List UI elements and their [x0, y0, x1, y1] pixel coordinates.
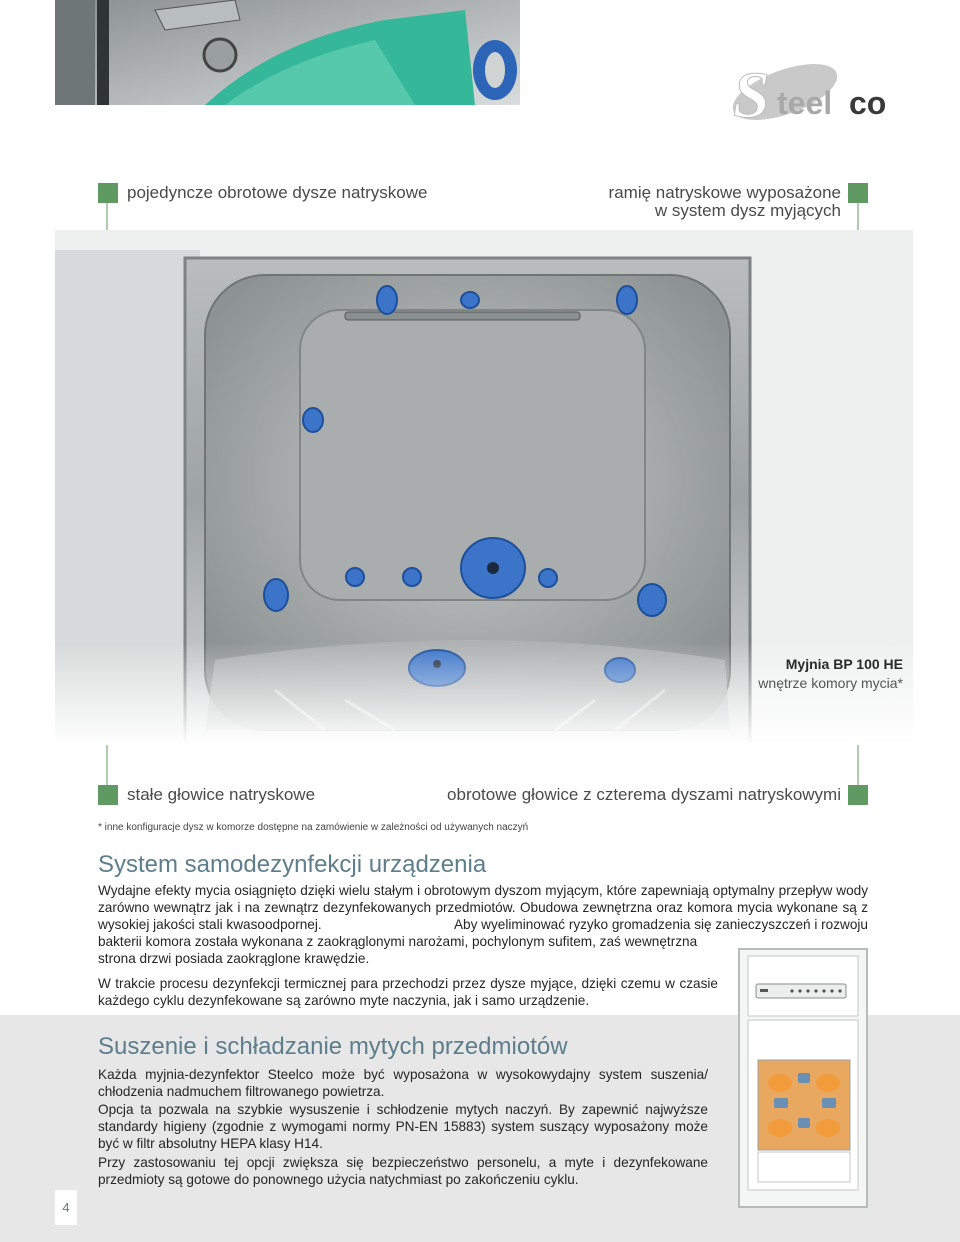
section1-paragraph-2	[98, 917, 868, 934]
section-title-self-disinfection: System samodezynfekcji urządzenia	[98, 851, 487, 878]
section2-paragraph-3: Przy zastosowaniu tej opcji zwiększa się bezpieczeństwo personelu, a myte i dezynfekowane przedmioty są gotowe do ponownego użycia natychmiast po zakończeniu cyklu.	[98, 1155, 708, 1187]
callout-four-nozzle-heads: obrotowe głowice z czterema dyszami natryskowymi	[447, 785, 841, 804]
photo-caption-subtitle: wnętrze komory mycia*	[758, 675, 903, 691]
section1-paragraph-1: Wydajne efekty mycia osiągnięto dzięki wielu stałym i obrotowym dyszom myjącym, które zapewniają optymalny przepływ wody zarówno wewnątrz jak i na zewnątrz dezynfekowanych przedmiotów. Obudowa zewnętrzna oraz komora mycia wykonane są z wysokiej jakości stali kwasoodpornej.	[98, 883, 868, 932]
wash-chamber-photo	[55, 230, 913, 745]
svg-text:co: co	[849, 85, 887, 121]
callout-fixed-heads: stałe głowice natryskowe	[127, 785, 316, 804]
callout-rotary-nozzles: pojedyncze obrotowe dysze natryskowe	[127, 183, 428, 202]
callout-marker-icon	[848, 785, 868, 805]
callout-spray-arm-line1: ramię natryskowe wyposażone	[608, 183, 841, 202]
section1-p2-line3: strona drzwi posiada zaokrąglone krawędzie.	[98, 951, 370, 966]
section1-p2-line2: bakterii komora została wykonana z zaokrąglonymi narożami, pochylonym sufitem, zaś wewnętrzna	[98, 934, 698, 949]
section1-paragraph-3: W trakcie procesu dezynfekcji termicznej para przechodzi przez dysze myjące, dzięki czemu w czasie każdego cyklu dezynfekowane są zarówno myte naczynia, jak i samo urządzenie.	[98, 976, 718, 1008]
svg-text:S: S	[733, 62, 770, 132]
wash-chamber-illustration	[55, 230, 913, 745]
footnote: * inne konfiguracje dysz w komorze dostępne na zamówienie w zależności od używanych naczyń	[98, 822, 529, 833]
section-title-drying-cooling: Suszenie i schładzanie mytych przedmiotów	[98, 1033, 568, 1060]
section2-paragraph-2: Opcja ta pozwala na szybkie wysuszenie i schłodzenie mytych naczyń. By zapewnić najwyższe standardy higieny (zgodnie z wymogami normy PN-EN 15883) system suszący wyposażony może być w filtr absolutny HEPA klasy H14.	[98, 1102, 708, 1151]
cabinet-drawing	[738, 948, 868, 1208]
svg-text:teel: teel	[777, 85, 833, 121]
callout-marker-icon	[98, 785, 118, 805]
photo-caption-title: Myjnia BP 100 HE	[785, 656, 903, 672]
page-number: 4	[55, 1190, 77, 1225]
section1-p2-line1: Aby wyeliminować ryzyko gromadzenia się zanieczyszczeń i rozwoju	[453, 917, 868, 932]
washer-cabinet-illustration	[738, 948, 868, 1208]
callout-spray-arm-line2: w system dysz myjących	[654, 201, 841, 220]
section2-paragraph-1: Każda myjnia-dezynfektor Steelco może być wyposażona w wysokowydajny system suszenia/ chłodzenia nadmuchem filtrowanego powietrza.	[98, 1067, 708, 1099]
